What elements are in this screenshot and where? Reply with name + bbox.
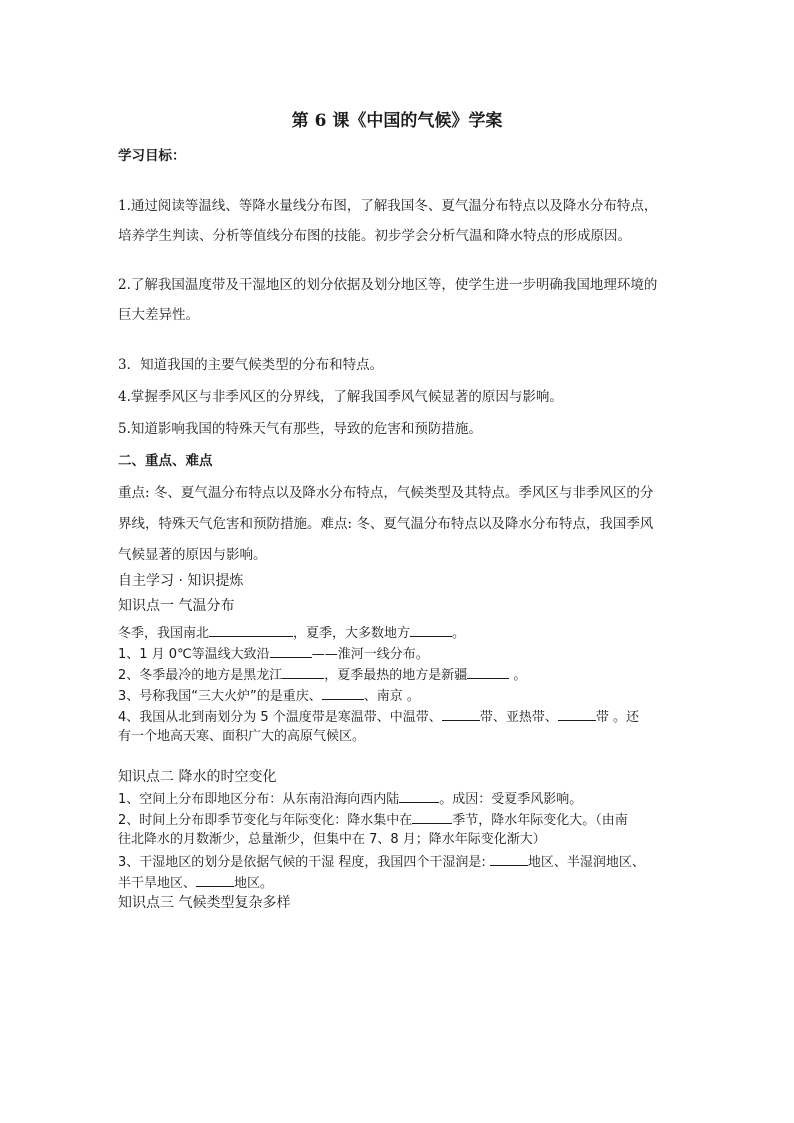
answer-blank[interactable] xyxy=(282,666,324,679)
answer-blank[interactable] xyxy=(399,790,439,803)
answer-blank[interactable] xyxy=(558,708,596,721)
answer-blank[interactable] xyxy=(412,811,452,824)
answer-blank[interactable] xyxy=(442,708,480,721)
answer-blank[interactable] xyxy=(196,874,234,887)
objective-line: 4.掌握季风区与非季风区的分界线，了解我国季风气候显著的原因与影响。 xyxy=(118,389,563,405)
key-points-line: 气候显著的原因与影响。 xyxy=(118,547,267,563)
key-points-heading: 二、重点、难点 xyxy=(118,453,213,469)
k2-dry-wet-line-2: 半干旱地区、 地区。 xyxy=(118,876,274,891)
objective-line: 2.了解我国温度带及干湿地区的划分依据及划分地区等，使学生进一步明确我国地理环境的 xyxy=(118,277,658,293)
k1-temperature-zones-line: 4、我国从北到南划分为 5 个温度带是寒温带、中温带、 带、亚热带、 带 。还 xyxy=(118,710,639,725)
knowledge-point-3-heading: 知识点三 气候类型复杂多样 xyxy=(118,895,291,911)
objectives-heading: 学习目标： xyxy=(118,148,186,164)
objective-line: 巨大差异性。 xyxy=(118,307,199,323)
k1-coldest-hottest-line: 2、冬季最冷的地方是黑龙江 ，夏季最热的地方是新疆 。 xyxy=(118,668,527,683)
objective-line: 5.知道影响我国的特殊天气有那些，导致的危害和预防措施。 xyxy=(118,421,482,437)
k1-plateau-line: 有一个地高天寒、面积广大的高原气候区。 xyxy=(118,729,366,744)
answer-blank[interactable] xyxy=(209,624,293,637)
k2-temporal-line: 2、时间上分布即季节变化与年际变化：降水集中在 季节，降水年际变化大。（由南 xyxy=(118,813,628,828)
k1-furnaces-line: 3、号称我国“三大火炉”的是重庆、 、南京 。 xyxy=(118,689,420,704)
answer-blank[interactable] xyxy=(467,666,509,679)
self-study-heading: 自主学习 · 知识提炼 xyxy=(118,573,244,589)
knowledge-point-1-heading: 知识点一 气温分布 xyxy=(118,598,235,614)
k1-winter-summer-line: 冬季，我国南北 ，夏季，大多数地方 。 xyxy=(118,626,466,641)
answer-blank[interactable] xyxy=(490,853,528,866)
key-points-line: 界线，特殊天气危害和预防措施。难点: 冬、夏气温分布特点以及降水分布特点，我国季风 xyxy=(118,516,654,532)
k2-spatial-line: 1、空间上分布即地区分布：从东南沿海向西内陆 。成因：受夏季风影响。 xyxy=(118,792,583,807)
k2-temporal-note-line: 往北降水的月数渐少，总量渐少，但集中在 7、8 月；降水年际变化渐大） xyxy=(118,832,546,847)
knowledge-point-2-heading: 知识点二 降水的时空变化 xyxy=(118,769,277,785)
key-points-line: 重点: 冬、夏气温分布特点以及降水分布特点，气候类型及其特点。季风区与非季风区的分 xyxy=(118,485,654,501)
answer-blank[interactable] xyxy=(410,624,452,637)
page-title: 第 6 课《中国的气候》学案 xyxy=(291,111,503,131)
objective-line: 1.通过阅读等温线、等降水量线分布图，了解我国冬、夏气温分布特点以及降水分布特点， xyxy=(118,198,658,214)
k2-dry-wet-line: 3、干湿地区的划分是依据气候的干湿 程度，我国四个干湿润是: 地区、半湿润地区、 xyxy=(118,855,645,870)
objective-line: 3．知道我国的主要气候类型的分布和特点。 xyxy=(118,357,384,373)
objective-line: 培养学生判读、分析等值线分布图的技能。初步学会分析气温和降水特点的形成原因。 xyxy=(118,228,631,244)
answer-blank[interactable] xyxy=(322,687,364,700)
k1-isotherm-line: 1、1 月 0℃等温线大致沿 ——淮河一线分布。 xyxy=(118,647,429,662)
answer-blank[interactable] xyxy=(270,645,312,658)
